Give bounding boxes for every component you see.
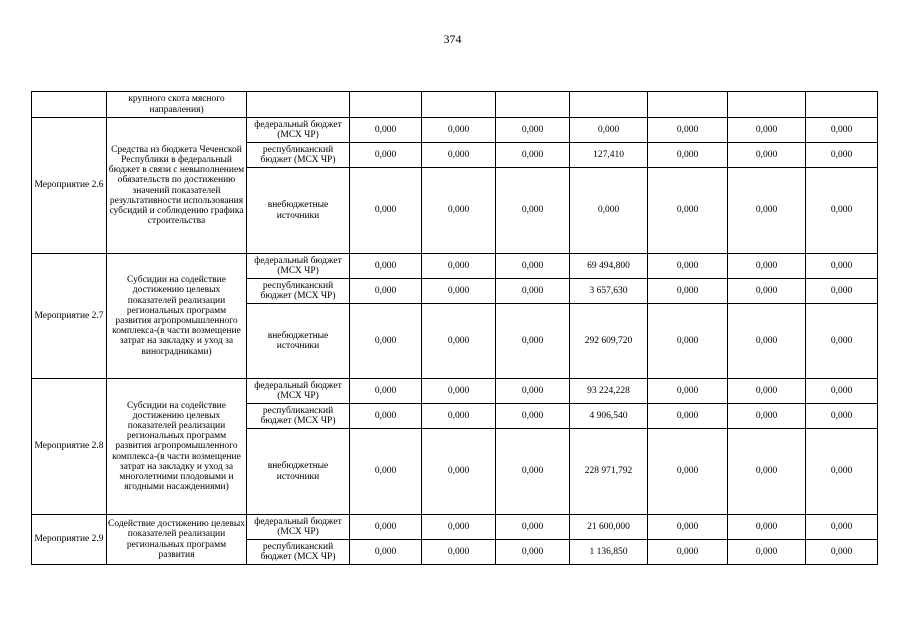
table-row	[32, 118, 878, 143]
value-cell: 0,000	[648, 118, 728, 143]
value-cell: 0,000	[422, 404, 496, 429]
value-cell: 0,000	[728, 254, 806, 279]
value-cell: 0,000	[350, 540, 422, 565]
value-cell	[728, 92, 806, 118]
measure-description-cell: Субсидии на содействие достижению целевых показателей реализации региональных программ развития агропромышленного комплекса-(в части возмещение затрат на закладку и уход за виноградниками)	[107, 254, 247, 379]
value-cell: 0,000	[496, 540, 570, 565]
value-cell: 0,000	[350, 429, 422, 515]
value-cell: 0,000	[422, 429, 496, 515]
value-cell	[422, 92, 496, 118]
source-cell: федеральный бюджет (МСХ ЧР)	[247, 379, 350, 404]
value-cell: 0,000	[728, 515, 806, 540]
value-cell: 0,000	[422, 379, 496, 404]
value-cell: 0,000	[496, 143, 570, 168]
value-cell: 0,000	[648, 540, 728, 565]
source-cell: республиканский бюджет (МСХ ЧР)	[247, 279, 350, 304]
table-row	[32, 92, 878, 118]
page-number: 374	[443, 32, 462, 46]
value-cell: 0,000	[648, 304, 728, 379]
value-cell: 0,000	[728, 168, 806, 254]
table-row	[32, 379, 878, 404]
value-cell: 0,000	[570, 168, 648, 254]
value-cell: 0,000	[728, 304, 806, 379]
value-cell: 0,000	[422, 254, 496, 279]
value-cell: 0,000	[496, 404, 570, 429]
value-cell: 3 657,630	[570, 279, 648, 304]
value-cell: 0,000	[422, 540, 496, 565]
value-cell: 0,000	[648, 404, 728, 429]
value-cell: 228 971,792	[570, 429, 648, 515]
value-cell: 0,000	[350, 379, 422, 404]
value-cell: 0,000	[806, 279, 878, 304]
value-cell: 0,000	[728, 540, 806, 565]
table-body	[32, 92, 878, 565]
measure-description-cell: крупного скота мясного направления)	[107, 92, 247, 118]
value-cell: 0,000	[422, 304, 496, 379]
source-cell	[247, 92, 350, 118]
value-cell: 0,000	[422, 118, 496, 143]
value-cell: 0,000	[648, 429, 728, 515]
value-cell: 0,000	[350, 404, 422, 429]
value-cell: 0,000	[728, 404, 806, 429]
value-cell: 0,000	[496, 254, 570, 279]
value-cell: 0,000	[806, 379, 878, 404]
value-cell: 0,000	[806, 304, 878, 379]
value-cell: 0,000	[496, 429, 570, 515]
source-cell: внебюджетные источники	[247, 168, 350, 254]
value-cell: 0,000	[806, 168, 878, 254]
value-cell	[648, 92, 728, 118]
value-cell: 0,000	[422, 143, 496, 168]
value-cell: 0,000	[496, 168, 570, 254]
value-cell: 292 609,720	[570, 304, 648, 379]
value-cell: 0,000	[496, 118, 570, 143]
value-cell: 0,000	[350, 168, 422, 254]
value-cell: 4 906,540	[570, 404, 648, 429]
value-cell: 0,000	[728, 429, 806, 515]
source-cell: республиканский бюджет (МСХ ЧР)	[247, 404, 350, 429]
value-cell: 0,000	[350, 304, 422, 379]
value-cell: 0,000	[422, 168, 496, 254]
value-cell: 0,000	[806, 540, 878, 565]
value-cell: 0,000	[806, 118, 878, 143]
table-row	[32, 254, 878, 279]
measure-description-cell: Субсидии на содействие достижению целевых показателей реализации региональных программ развития агропромышленного комплекса-(в части возмещение затрат на закладку и уход за многолетними плодовыми и ягодными насаждениями)	[107, 379, 247, 515]
budget-table	[31, 91, 878, 565]
value-cell: 0,000	[570, 118, 648, 143]
measure-label-cell: Мероприятие 2.8	[32, 379, 107, 515]
value-cell: 0,000	[350, 143, 422, 168]
source-cell: республиканский бюджет (МСХ ЧР)	[247, 540, 350, 565]
value-cell: 21 600,000	[570, 515, 648, 540]
value-cell: 93 224,228	[570, 379, 648, 404]
measure-label-cell: Мероприятие 2.9	[32, 515, 107, 565]
value-cell: 0,000	[350, 279, 422, 304]
value-cell: 0,000	[806, 143, 878, 168]
value-cell: 0,000	[728, 379, 806, 404]
source-cell: федеральный бюджет (МСХ ЧР)	[247, 515, 350, 540]
value-cell: 0,000	[648, 515, 728, 540]
value-cell: 0,000	[648, 279, 728, 304]
value-cell: 0,000	[496, 279, 570, 304]
value-cell: 0,000	[648, 254, 728, 279]
measure-description-cell: Средства из бюджета Чеченской Республики в федеральный бюджет в связи с невыполнением обязательств по достижению значений показателей результативности использования субсидий и соблюдению графика строительства	[107, 118, 247, 254]
value-cell: 0,000	[350, 515, 422, 540]
value-cell: 0,000	[350, 118, 422, 143]
value-cell: 0,000	[422, 515, 496, 540]
value-cell: 0,000	[806, 404, 878, 429]
value-cell: 0,000	[728, 118, 806, 143]
measure-label-cell: Мероприятие 2.7	[32, 254, 107, 379]
source-cell: внебюджетные источники	[247, 429, 350, 515]
value-cell: 0,000	[648, 168, 728, 254]
source-cell: внебюджетные источники	[247, 304, 350, 379]
value-cell: 0,000	[496, 379, 570, 404]
measure-label-cell	[32, 92, 107, 118]
source-cell: федеральный бюджет (МСХ ЧР)	[247, 118, 350, 143]
value-cell	[806, 92, 878, 118]
value-cell	[350, 92, 422, 118]
value-cell: 0,000	[350, 254, 422, 279]
value-cell: 127,410	[570, 143, 648, 168]
measure-description-cell: Содействие достижению целевых показателей реализации региональных программ развития	[107, 515, 247, 565]
value-cell: 0,000	[648, 379, 728, 404]
value-cell: 0,000	[496, 304, 570, 379]
value-cell: 0,000	[728, 279, 806, 304]
value-cell	[496, 92, 570, 118]
value-cell: 0,000	[648, 143, 728, 168]
table-row	[32, 515, 878, 540]
measure-label-cell: Мероприятие 2.6	[32, 118, 107, 254]
value-cell	[570, 92, 648, 118]
value-cell: 0,000	[806, 515, 878, 540]
value-cell: 1 136,850	[570, 540, 648, 565]
value-cell: 0,000	[496, 515, 570, 540]
value-cell: 0,000	[806, 254, 878, 279]
value-cell: 0,000	[806, 429, 878, 515]
value-cell: 69 494,800	[570, 254, 648, 279]
value-cell: 0,000	[728, 143, 806, 168]
value-cell: 0,000	[422, 279, 496, 304]
source-cell: федеральный бюджет (МСХ ЧР)	[247, 254, 350, 279]
source-cell: республиканский бюджет (МСХ ЧР)	[247, 143, 350, 168]
